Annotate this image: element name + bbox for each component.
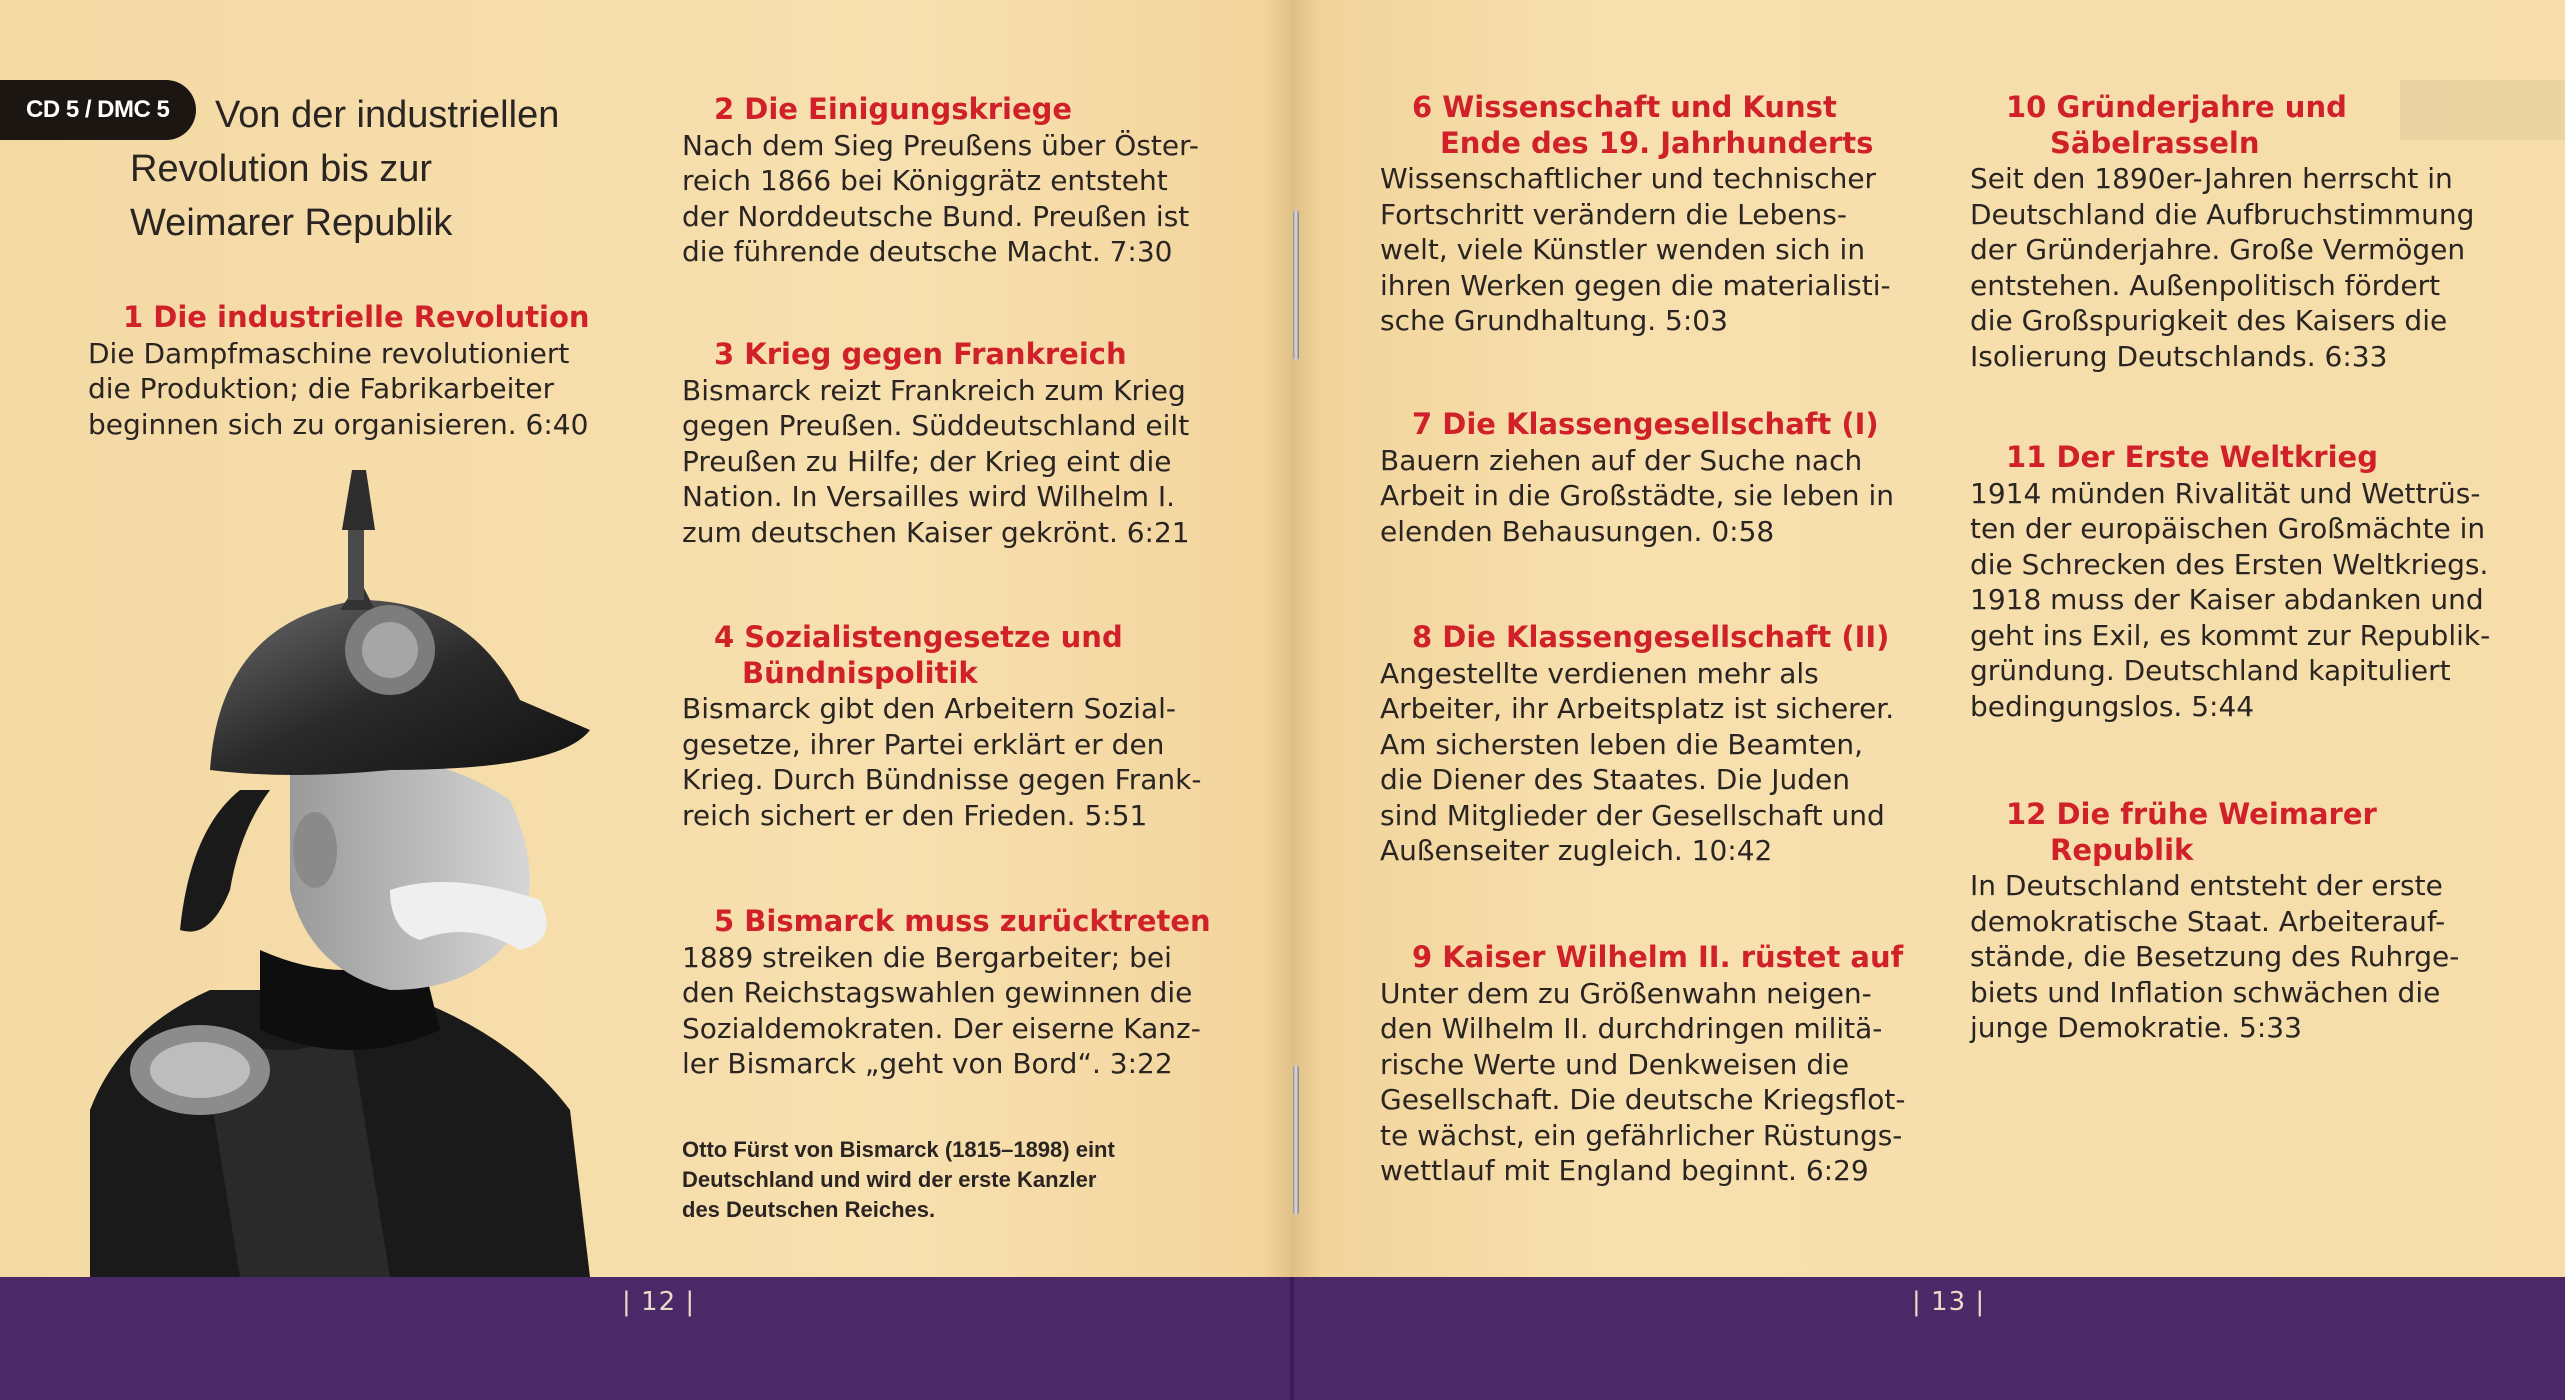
track-line: der Gründerjahre. Große Vermögen: [1970, 233, 2466, 266]
caption-line1: Otto Fürst von Bismarck (1815–1898) eint: [682, 1137, 1115, 1162]
track-line: Isolierung Deutschlands. 6:33: [1970, 339, 2388, 373]
track-line: den Wilhelm II. durchdringen militä-: [1380, 1012, 1883, 1045]
bismarck-portrait: [90, 470, 610, 1277]
track-title-cont: Ende des 19. Jahrhunderts: [1440, 125, 1874, 160]
track-line: elenden Behausungen. 0:58: [1380, 514, 1775, 548]
cd-title-line3: Weimarer Republik: [130, 202, 453, 244]
track-line: gründung. Deutschland kapituliert: [1970, 654, 2451, 687]
track-title: 4 Sozialistengesetze und: [714, 620, 1123, 654]
track-title: 3 Krieg gegen Frankreich: [714, 337, 1127, 371]
track-8: [1380, 620, 1940, 869]
track-line: sche Grundhaltung. 5:03: [1380, 304, 1728, 337]
track-line: die Diener des Staates. Die Juden: [1380, 763, 1850, 796]
track-4: [682, 620, 1242, 833]
track-line: Krieg. Durch Bündnisse gegen Frank-: [682, 763, 1202, 796]
track-title: 5 Bismarck muss zurücktreten: [714, 904, 1211, 938]
track-1: [88, 300, 648, 442]
track-line: Bauern ziehen auf der Suche nach: [1380, 443, 1863, 477]
track-line: der Norddeutsche Bund. Preußen ist: [682, 199, 1190, 233]
track-line: stände, die Besetzung des Ruhrge-: [1970, 940, 2460, 973]
staple-top: [1293, 210, 1299, 360]
track-line: sind Mitglieder der Gesellschaft und: [1380, 798, 1885, 832]
track-line: In Deutschland entsteht der erste: [1970, 869, 2443, 902]
track-12: [1970, 797, 2530, 1046]
track-line: wettlauf mit England beginnt. 6:29: [1380, 1154, 1869, 1187]
track-line: Außenseiter zugleich. 10:42: [1380, 834, 1773, 867]
caption-line2: Deutschland und wird der erste Kanzler: [682, 1167, 1097, 1192]
track-line: ler Bismarck „geht von Bord“. 3:22: [682, 1047, 1173, 1080]
track-line: Fortschritt verändern die Lebens-: [1380, 197, 1847, 231]
track-title: 1 Die industrielle Revolution: [123, 300, 590, 334]
track-line: te wächst, ein gefährlicher Rüstungs-: [1380, 1118, 1903, 1152]
track-line: reich 1866 bei Königgrätz entsteht: [682, 164, 1168, 197]
track-line: die führende deutsche Macht. 7:30: [682, 235, 1173, 268]
track-line: Nach dem Sieg Preußens über Öster-: [682, 128, 1199, 162]
track-2: [682, 92, 1242, 270]
track-11: [1970, 440, 2530, 724]
track-title: 6 Wissenschaft und Kunst: [1412, 90, 1837, 124]
track-line: den Reichstagswahlen gewinnen die: [682, 976, 1193, 1009]
track-10: [1970, 90, 2530, 374]
track-line: Nation. In Versailles wird Wilhelm I.: [682, 480, 1176, 513]
track-line: welt, viele Künstler wenden sich in: [1380, 233, 1866, 266]
track-line: bedingungslos. 5:44: [1970, 689, 2255, 723]
track-line: die Produktion; die Fabrikarbeiter: [88, 372, 555, 405]
track-line: junge Demokratie. 5:33: [1970, 1011, 2302, 1044]
track-line: Bismarck gibt den Arbeitern Sozial-: [682, 692, 1177, 725]
track-7: [1380, 407, 1940, 549]
track-title: 10 Gründerjahre und: [2006, 90, 2347, 124]
track-line: gegen Preußen. Süddeutschland eilt: [682, 409, 1190, 442]
track-line: beginnen sich zu organisieren. 6:40: [88, 407, 589, 441]
track-line: gesetze, ihrer Partei erklärt er den: [682, 727, 1165, 761]
track-title: 12 Die frühe Weimarer: [2006, 797, 2377, 831]
track-title-cont: Säbelrasseln: [2050, 125, 2260, 160]
cd-badge: CD 5 / DMC 5: [0, 80, 196, 140]
track-line: Preußen zu Hilfe; der Krieg eint die: [682, 444, 1172, 478]
track-title-cont: Republik: [2050, 832, 2194, 867]
track-line: Gesellschaft. Die deutsche Kriegsflot-: [1380, 1083, 1906, 1116]
cd-title: [130, 88, 630, 250]
track-title: 9 Kaiser Wilhelm II. rüstet auf: [1412, 940, 1904, 974]
track-line: geht ins Exil, es kommt zur Republik-: [1970, 618, 2491, 652]
track-line: zum deutschen Kaiser gekrönt. 6:21: [682, 515, 1190, 549]
staple-bottom: [1293, 1065, 1299, 1215]
track-line: Am sichersten leben die Beamten,: [1380, 727, 1864, 761]
track-line: ten der europäischen Großmächte in: [1970, 512, 2486, 545]
caption-line3: des Deutschen Reiches.: [682, 1197, 936, 1222]
page-number-left: | 12 |: [622, 1287, 696, 1317]
portrait-caption: [682, 1135, 1162, 1225]
track-6: [1380, 90, 1940, 339]
track-3: [682, 337, 1242, 550]
track-line: Sozialdemokraten. Der eiserne Kanz-: [682, 1011, 1201, 1045]
track-5: [682, 904, 1242, 1082]
track-line: Die Dampfmaschine revolutioniert: [88, 336, 570, 370]
track-line: 1918 muss der Kaiser abdanken und: [1970, 583, 2484, 616]
track-title: 7 Die Klassengesellschaft (I): [1412, 407, 1879, 441]
track-line: Unter dem zu Größenwahn neigen-: [1380, 976, 1872, 1010]
track-line: Bismarck reizt Frankreich zum Krieg: [682, 373, 1186, 407]
track-line: rische Werte und Denkweisen die: [1380, 1047, 1850, 1081]
cd-title-line2: Revolution bis zur: [130, 148, 433, 190]
track-line: reich sichert er den Frieden. 5:51: [682, 798, 1148, 832]
track-line: Angestellte verdienen mehr als: [1380, 656, 1819, 690]
track-line: Deutschland die Aufbruchstimmung: [1970, 197, 2475, 231]
track-line: ihren Werken gegen die materialisti-: [1380, 268, 1891, 302]
track-line: Arbeiter, ihr Arbeitsplatz ist sicherer.: [1380, 692, 1895, 725]
track-title: 2 Die Einigungskriege: [714, 92, 1073, 126]
track-line: biets und Inflation schwächen die: [1970, 975, 2441, 1009]
track-line: Wissenschaftlicher und technischer: [1380, 162, 1877, 195]
track-line: die Schrecken des Ersten Weltkriegs.: [1970, 547, 2489, 581]
track-title: 8 Die Klassengesellschaft (II): [1412, 620, 1890, 654]
track-line: entstehen. Außenpolitisch fördert: [1970, 268, 2441, 302]
track-9: [1380, 940, 1940, 1189]
footer-divider: [1290, 1277, 1294, 1400]
cd-title-line1: Von der industriellen: [215, 94, 560, 136]
track-title: 11 Der Erste Weltkrieg: [2006, 440, 2378, 474]
track-line: die Großspurigkeit des Kaisers die: [1970, 304, 2448, 337]
booklet-gutter: [1262, 0, 1322, 1277]
track-title-cont: Bündnispolitik: [742, 655, 978, 690]
track-line: demokratische Staat. Arbeiterauf-: [1970, 904, 2446, 938]
footer-bar: [0, 1277, 2565, 1400]
track-line: Arbeit in die Großstädte, sie leben in: [1380, 479, 1894, 512]
track-line: Seit den 1890er-Jahren herrscht in: [1970, 162, 2453, 195]
track-line: 1889 streiken die Bergarbeiter; bei: [682, 940, 1172, 974]
track-line: 1914 münden Rivalität und Wettrüs-: [1970, 476, 2481, 510]
page-number-right: | 13 |: [1912, 1287, 1986, 1317]
